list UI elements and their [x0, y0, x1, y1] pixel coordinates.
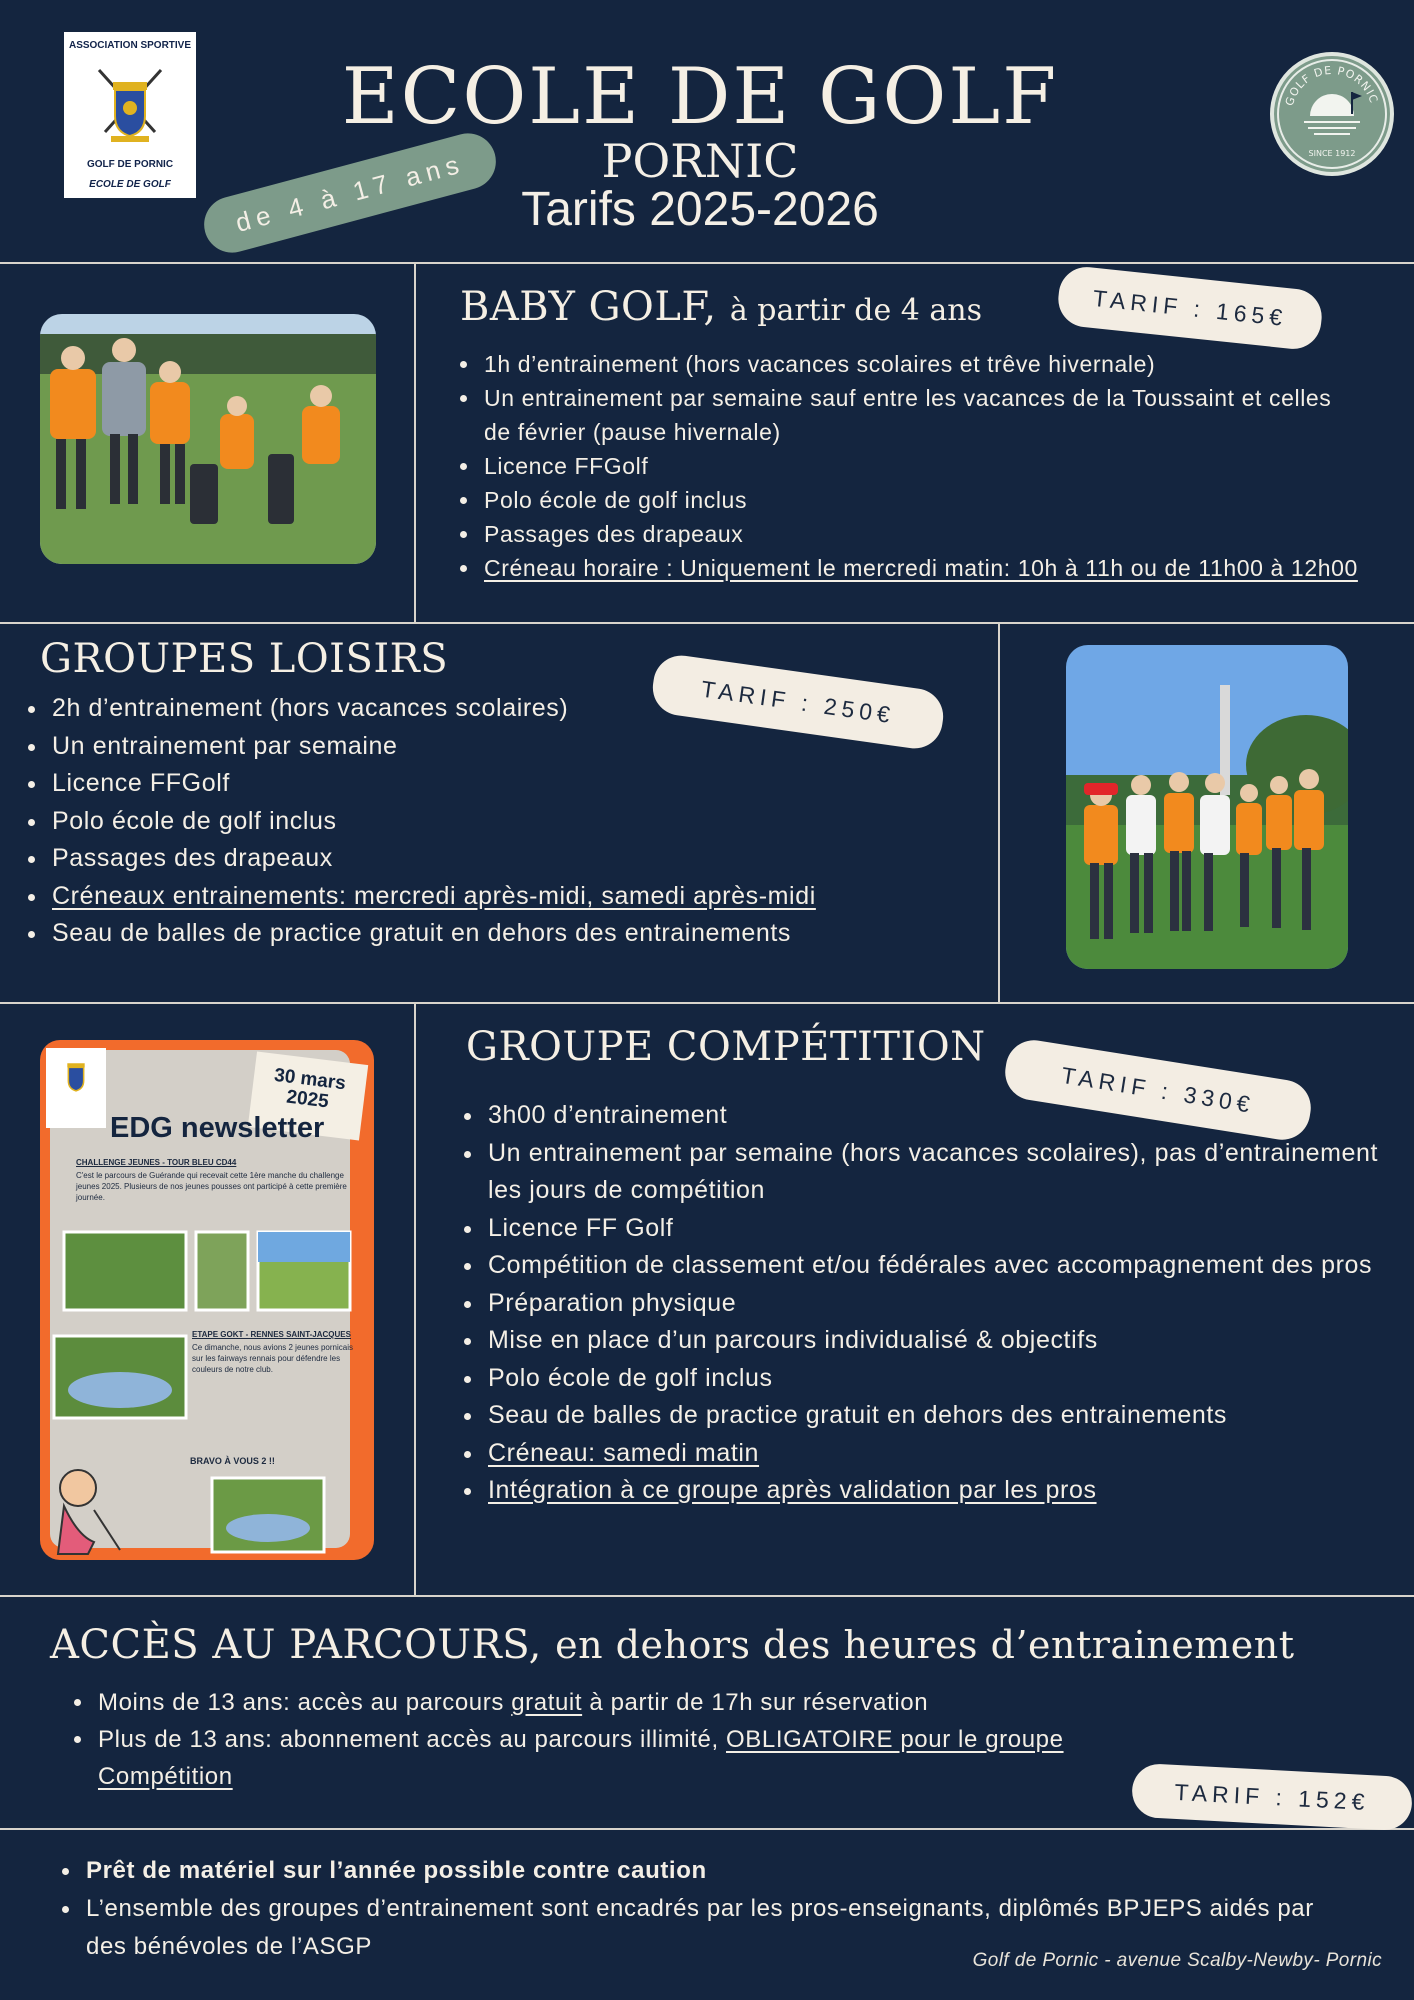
list-item: Intégration à ce groupe après validation par les pros: [462, 1472, 1382, 1510]
newsletter-photo-3: [210, 1476, 330, 1556]
list-item: Passages des drapeaux: [458, 517, 1358, 551]
divider: [998, 622, 1000, 1002]
list-item: Seau de balles de practice gratuit en dehors des entrainements: [26, 915, 986, 953]
list-item: Seau de balles de practice gratuit en dehors des entrainements: [462, 1397, 1382, 1435]
acces-item2-text: Plus de 13 ans: abonnement accès au parcours illimité,: [98, 1726, 726, 1753]
list-item: Mise en place d’un parcours individualisé & objectifs: [462, 1322, 1382, 1360]
competition-tarif-badge: TARIF : 330€: [1001, 1036, 1315, 1143]
list-item: 1h d’entrainement (hors vacances scolaires et trêve hivernale): [458, 347, 1358, 381]
list-item: [72, 1721, 1172, 1795]
list-item: Polo école de golf inclus: [462, 1360, 1382, 1398]
divider: [0, 1828, 1414, 1830]
newsletter-photo-2: [50, 1332, 190, 1422]
loisirs-title: GROUPES LOISIRS: [40, 636, 449, 682]
list-item: [72, 1684, 1172, 1721]
divider: [0, 1002, 1414, 1004]
acces-list: [72, 1684, 1172, 1795]
loisirs-photo: [1066, 645, 1348, 969]
age-range-badge: de 4 à 17 ans: [198, 127, 502, 259]
newsletter-image: [40, 1040, 374, 1560]
golf-de-pornic-logo: [1270, 52, 1394, 176]
loisirs-list: [26, 690, 986, 953]
logo-top-text: ASSOCIATION SPORTIVE: [68, 40, 192, 51]
divider: [414, 1002, 416, 1595]
baby-golf-title-suffix: à partir de 4 ans: [729, 293, 982, 328]
divider: [0, 622, 1414, 624]
list-item: Licence FFGolf: [458, 449, 1358, 483]
logo-since-text: SINCE 1912: [1308, 149, 1356, 158]
logo-mid-text: GOLF DE PORNIC: [86, 159, 174, 170]
baby-golf-list: [458, 347, 1358, 585]
newsletter-body-1: C'est le parcours de Guérande qui recevait cette 1ère manche du challenge jeunes 2025. Plusieurs de nos jeunes pousses ont participé à cette première journée.: [76, 1171, 347, 1202]
acces-tarif-badge: TARIF : 152€: [1131, 1763, 1413, 1832]
logo-bottom-text: ECOLE DE GOLF: [89, 179, 171, 190]
newsletter-date: 30 mars 2025: [248, 1051, 368, 1140]
competition-list: [462, 1097, 1382, 1510]
divider: [0, 1595, 1414, 1597]
list-item: Licence FFGolf: [26, 765, 986, 803]
newsletter-closing: BRAVO À VOUS 2 !!: [190, 1456, 275, 1466]
newsletter-title: EDG newsletter: [110, 1112, 325, 1144]
acces-item2-highlight: OBLIGATOIRE pour le groupe Compétition: [98, 1726, 1064, 1790]
list-item: L’ensemble des groupes d’entrainement sont encadrés par les pros-enseignants, diplômés BPJEPS aidés par des bénévoles de l’ASGP: [60, 1890, 1320, 1966]
list-item: Compétition de classement et/ou fédérales avec accompagnement des pros: [462, 1247, 1382, 1285]
acces-heading: [50, 1622, 1294, 1668]
baby-golf-heading: [460, 284, 982, 330]
acces-title: ACCÈS AU PARCOURS,: [50, 1622, 542, 1668]
list-item: Polo école de golf inclus: [458, 483, 1358, 517]
golf-ball-icon: [1274, 56, 1390, 172]
newsletter-logo: [46, 1048, 106, 1128]
list-item: 3h00 d’entrainement: [462, 1097, 1382, 1135]
logo-right-text: GOLF DE PORNIC: [1282, 63, 1381, 108]
list-item: Un entrainement par semaine sauf entre les vacances de la Toussaint et celles de février (pause hivernale): [458, 381, 1358, 449]
page-subtitle: PORNIC: [601, 134, 799, 188]
list-item: Créneau horaire : Uniquement le mercredi matin: 10h à 11h ou de 11h00 à 12h00: [458, 551, 1358, 585]
list-item: Un entrainement par semaine (hors vacances scolaires), pas d’entrainement les jours de compétition: [462, 1135, 1382, 1210]
asgp-logo: [64, 32, 196, 198]
list-item: Polo école de golf inclus: [26, 803, 986, 841]
baby-golf-title: BABY GOLF,: [460, 284, 717, 330]
acces-item1-text: Moins de 13 ans: accès au parcours: [98, 1689, 512, 1716]
season-label: Tarifs 2025-2026: [521, 183, 879, 236]
newsletter-heading-1: CHALLENGE JEUNES - TOUR BLEU CD44: [76, 1158, 237, 1167]
acces-item1-text-end: à partir de 17h sur réservation: [582, 1689, 929, 1716]
newsletter-body-2: Ce dimanche, nous avions 2 jeunes pornicais sur les fairways rennais pour défendre les couleurs de notre club.: [192, 1343, 353, 1374]
list-item: Un entrainement par semaine: [26, 728, 986, 766]
baby-golf-tarif-badge: TARIF : 165€: [1056, 264, 1325, 351]
baby-golf-photo: [40, 314, 376, 564]
divider: [0, 262, 1414, 264]
footer-list: [60, 1852, 1320, 1966]
divider: [414, 262, 416, 622]
loisirs-tarif-badge: TARIF : 250€: [649, 652, 947, 752]
acces-item1-highlight: gratuit: [511, 1689, 583, 1716]
list-item: Licence FF Golf: [462, 1210, 1382, 1248]
list-item: Préparation physique: [462, 1285, 1382, 1323]
list-item: 2h d’entrainement (hors vacances scolaires): [26, 690, 986, 728]
golfer-cartoon-icon: [44, 1460, 124, 1556]
list-item: Créneau: samedi matin: [462, 1435, 1382, 1473]
list-item: Créneaux entrainements: mercredi après-midi, samedi après-midi: [26, 878, 986, 916]
footer-address: Golf de Pornic - avenue Scalby-Newby- Pornic: [972, 1950, 1382, 1971]
list-item: Passages des drapeaux: [26, 840, 986, 878]
newsletter-heading-2: ETAPE GOKT - RENNES SAINT-JACQUES: [192, 1330, 351, 1339]
acces-title-suffix: en dehors des heures d’entrainement: [555, 1623, 1295, 1667]
crest-icon: [95, 60, 165, 150]
crest-icon: [57, 1052, 95, 1098]
list-item: Prêt de matériel sur l’année possible contre caution: [60, 1852, 1320, 1890]
page-title: ECOLE DE GOLF: [341, 52, 1059, 142]
competition-title: GROUPE COMPÉTITION: [466, 1024, 986, 1070]
newsletter-photos: [60, 1226, 360, 1316]
